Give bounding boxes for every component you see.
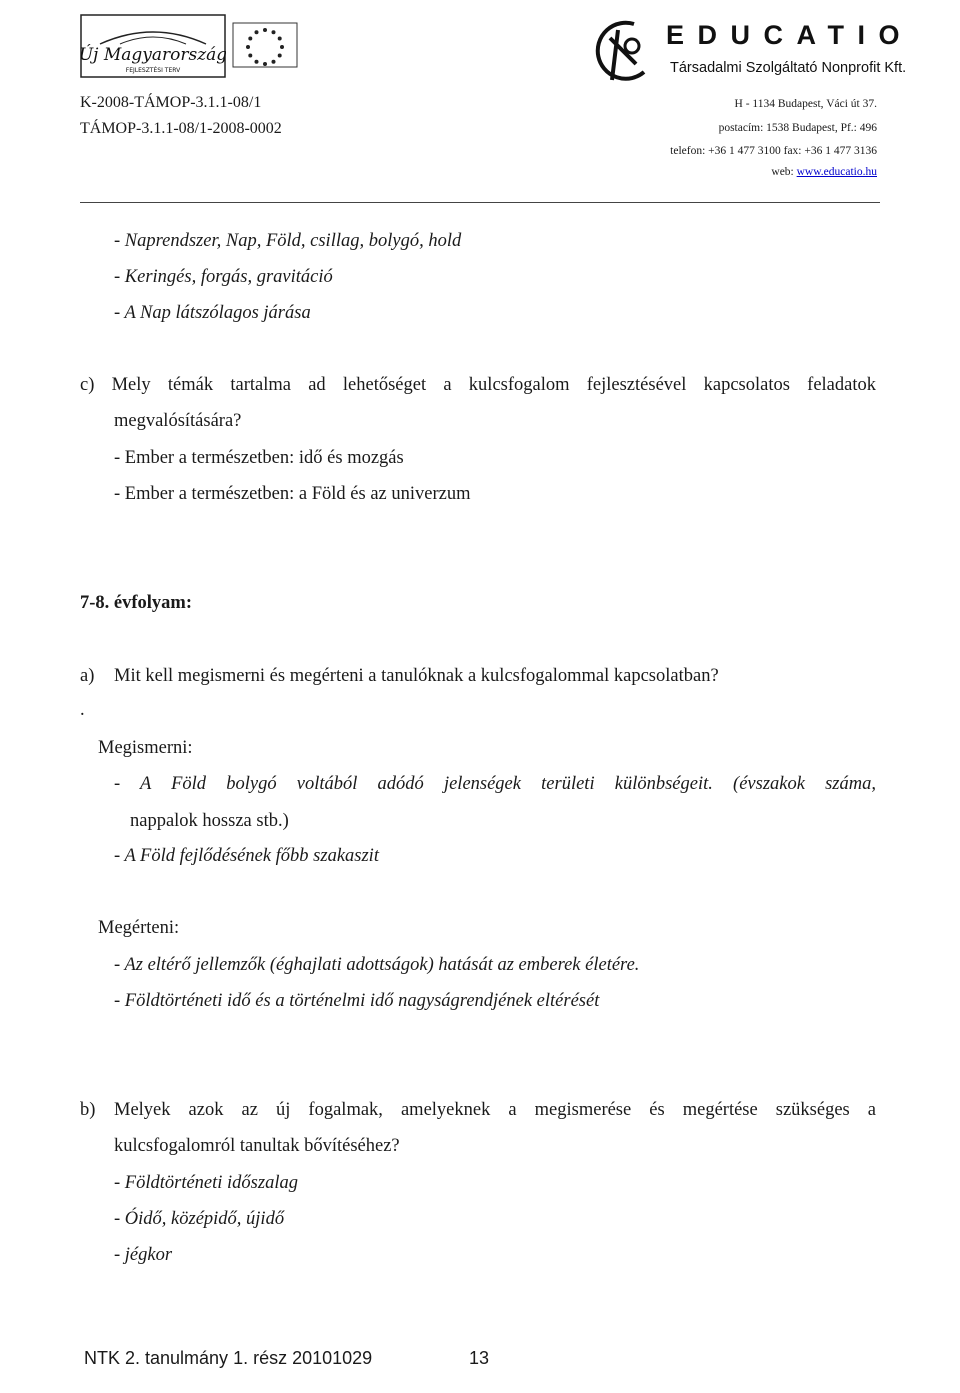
question-b-line-2: kulcsfogalomról tanultak bővítéséhez? xyxy=(114,1136,400,1156)
list-item: - Ember a természetben: a Föld és az univerzum xyxy=(114,484,471,504)
educatio-logo-icon xyxy=(588,16,660,90)
reference-line-1: K-2008-TÁMOP-3.1.1-08/1 xyxy=(80,94,262,111)
list-item: - Naprendszer, Nap, Föld, csillag, bolygó, hold xyxy=(114,231,462,251)
list-item: - Földtörténeti időszalag xyxy=(114,1173,298,1193)
grade-heading: 7-8. évfolyam: xyxy=(80,593,192,613)
megismerni-label: Megismerni: xyxy=(98,738,193,758)
question-c-line-1: c) Mely témák tartalma ad lehetőséget a kulcsfogalom fejlesztésével kapcsolatos feladatok xyxy=(80,375,876,395)
web-label: web: xyxy=(771,166,794,178)
list-item: - Ember a természetben: idő és mozgás xyxy=(114,448,404,468)
question-a-label: a) xyxy=(80,666,95,686)
question-c-line-2: megvalósítására? xyxy=(114,411,242,431)
question-a-text: Mit kell megismerni és megérteni a tanulóknak a kulcsfogalommal kapcsolatban? xyxy=(114,666,719,686)
phone-fax-line: telefon: +36 1 477 3100 fax: +36 1 477 3136 xyxy=(670,145,877,157)
header-divider xyxy=(80,202,880,203)
megismerni-item-1-line-2: nappalok hossza stb.) xyxy=(130,811,289,831)
list-item: - Óidő, középidő, újidő xyxy=(114,1209,285,1229)
question-b-label: b) xyxy=(80,1100,96,1120)
web-line xyxy=(771,166,877,178)
postal-line: postacím: 1538 Budapest, Pf.: 496 xyxy=(718,122,877,134)
svg-text:FEJLESZTÉSI TERV: FEJLESZTÉSI TERV xyxy=(125,67,181,74)
educatio-subtitle: Társadalmi Szolgáltató Nonprofit Kft. xyxy=(670,60,907,76)
list-item: - Keringés, forgás, gravitáció xyxy=(114,267,333,287)
megerteni-item-1: - Az eltérő jellemzők (éghajlati adottságok) hatását az emberek életére. xyxy=(114,955,640,975)
list-item: - jégkor xyxy=(114,1245,173,1265)
eu-flag-icon xyxy=(232,22,298,68)
question-b-line-1: Melyek azok az új fogalmak, amelyeknek a megismerése és megértése szükséges a xyxy=(114,1100,876,1120)
footer-doc-label: NTK 2. tanulmány 1. rész 20101029 xyxy=(84,1348,373,1368)
list-item: - A Nap látszólagos járása xyxy=(114,303,311,323)
megismerni-item-1-line-1: - A Föld bolygó voltából adódó jelenségek területi különbségeit. (évszakok száma, xyxy=(114,774,876,794)
megismerni-item-2: - A Föld fejlődésének főbb szakaszit xyxy=(114,846,379,866)
educatio-wordmark: EDUCATIO xyxy=(666,20,913,50)
megerteni-item-2: - Földtörténeti idő és a történelmi idő nagyságrendjének eltérését xyxy=(114,991,600,1011)
reference-line-2: TÁMOP-3.1.1-08/1-2008-0002 xyxy=(80,120,282,137)
page-number: 13 xyxy=(469,1348,490,1368)
web-link[interactable]: www.educatio.hu xyxy=(796,166,877,178)
uj-magyarorszag-logo xyxy=(80,14,226,78)
stray-dot: . xyxy=(80,700,85,720)
megerteni-label: Megérteni: xyxy=(98,918,180,938)
address-line: H - 1134 Budapest, Váci út 37. xyxy=(734,98,877,110)
svg-text:Új Magyarország: Új Magyarország xyxy=(80,45,226,65)
